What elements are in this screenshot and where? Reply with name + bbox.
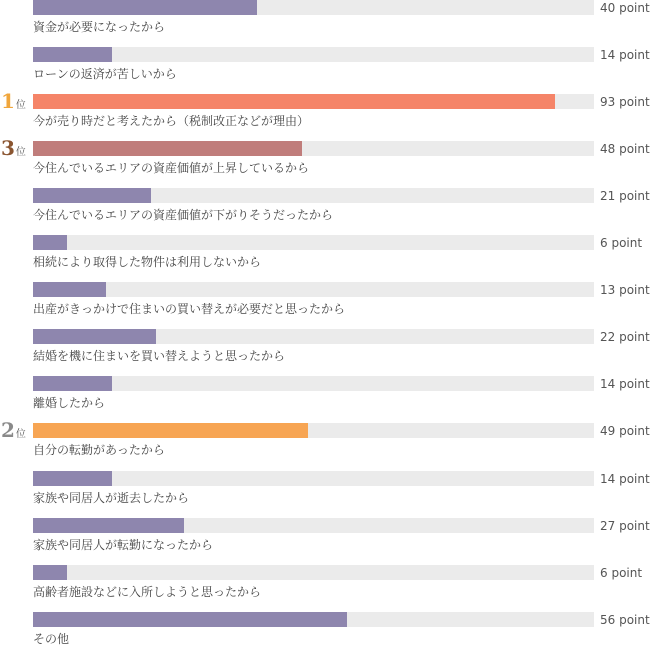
bar-row xyxy=(0,612,655,659)
rank-suffix: 位 xyxy=(15,100,26,111)
bar-row xyxy=(0,47,655,94)
bar-row xyxy=(0,418,655,470)
value-label: 6 point xyxy=(600,566,643,580)
category-label: ローンの返済が苦しいから xyxy=(33,67,177,81)
bar-row xyxy=(0,518,655,565)
rank-suffix: 位 xyxy=(15,147,26,158)
bar-row xyxy=(0,188,655,235)
value-label: 14 point xyxy=(600,48,650,62)
bar xyxy=(33,188,151,203)
bar-track xyxy=(33,0,594,15)
bar-row xyxy=(0,136,655,188)
value-label: 56 point xyxy=(600,613,650,627)
bar-track xyxy=(33,329,594,344)
value-label: 93 point xyxy=(600,95,650,109)
category-label: 結婚を機に住まいを買い替えようと思ったから xyxy=(33,349,286,363)
bar xyxy=(33,423,308,438)
bar-row xyxy=(0,0,655,47)
category-label: 今住んでいるエリアの資産価値が上昇しているから xyxy=(33,161,310,175)
value-label: 48 point xyxy=(600,142,650,156)
value-label: 13 point xyxy=(600,283,650,297)
category-label: 出産がきっかけで住まいの買い替えが必要だと思ったから xyxy=(33,302,346,316)
bar-track xyxy=(33,94,594,109)
bar xyxy=(33,565,67,580)
value-label: 40 point xyxy=(600,1,650,15)
bar xyxy=(33,94,555,109)
bar-track xyxy=(33,141,594,156)
bar-row xyxy=(0,235,655,282)
rank-number: 3 xyxy=(1,136,15,160)
bar-track xyxy=(33,518,594,533)
rank-badge xyxy=(1,91,26,113)
value-label: 14 point xyxy=(600,377,650,391)
bar-track xyxy=(33,565,594,580)
category-label: 今住んでいるエリアの資産価値が下がりそうだったから xyxy=(33,208,334,222)
bar-row xyxy=(0,471,655,518)
category-label: 自分の転勤があったから xyxy=(33,443,165,457)
bar-track xyxy=(33,47,594,62)
bar-row xyxy=(0,376,655,423)
bar xyxy=(33,612,347,627)
rank-suffix: 位 xyxy=(15,429,26,440)
value-label: 14 point xyxy=(600,472,650,486)
rank-badge xyxy=(1,138,26,160)
bar xyxy=(33,235,67,250)
bar-row xyxy=(0,282,655,329)
bar xyxy=(33,329,156,344)
rank-badge xyxy=(1,420,26,442)
bar xyxy=(33,376,112,391)
value-label: 6 point xyxy=(600,236,643,250)
value-label: 21 point xyxy=(600,189,650,203)
bar xyxy=(33,282,106,297)
rank-number: 1 xyxy=(1,89,15,113)
category-label: 家族や同居人が逝去したから xyxy=(33,491,190,505)
category-label: 資金が必要になったから xyxy=(33,20,166,34)
value-label: 49 point xyxy=(600,424,650,438)
bar-row xyxy=(0,329,655,376)
bar xyxy=(33,471,112,486)
bar-track xyxy=(33,188,594,203)
bar xyxy=(33,141,302,156)
bar-row xyxy=(0,565,655,612)
category-label: その他 xyxy=(33,632,70,646)
bar xyxy=(33,518,184,533)
value-label: 27 point xyxy=(600,519,650,533)
category-label: 相続により取得した物件は利用しないから xyxy=(33,255,262,269)
bar-track xyxy=(33,235,594,250)
bar-track xyxy=(33,282,594,297)
bar xyxy=(33,0,257,15)
category-label: 今が売り時だと考えたから（税制改正などが理由） xyxy=(33,114,310,128)
bar-track xyxy=(33,471,594,486)
value-label: 22 point xyxy=(600,330,650,344)
bar-track xyxy=(33,612,594,627)
rank-number: 2 xyxy=(1,418,15,442)
bar-track xyxy=(33,376,594,391)
category-label: 高齢者施設などに入所しようと思ったから xyxy=(33,585,262,599)
category-label: 離婚したから xyxy=(33,396,106,410)
category-label: 家族や同居人が転勤になったから xyxy=(33,538,214,552)
bar-row xyxy=(0,89,655,141)
bar-track xyxy=(33,423,594,438)
bar xyxy=(33,47,112,62)
